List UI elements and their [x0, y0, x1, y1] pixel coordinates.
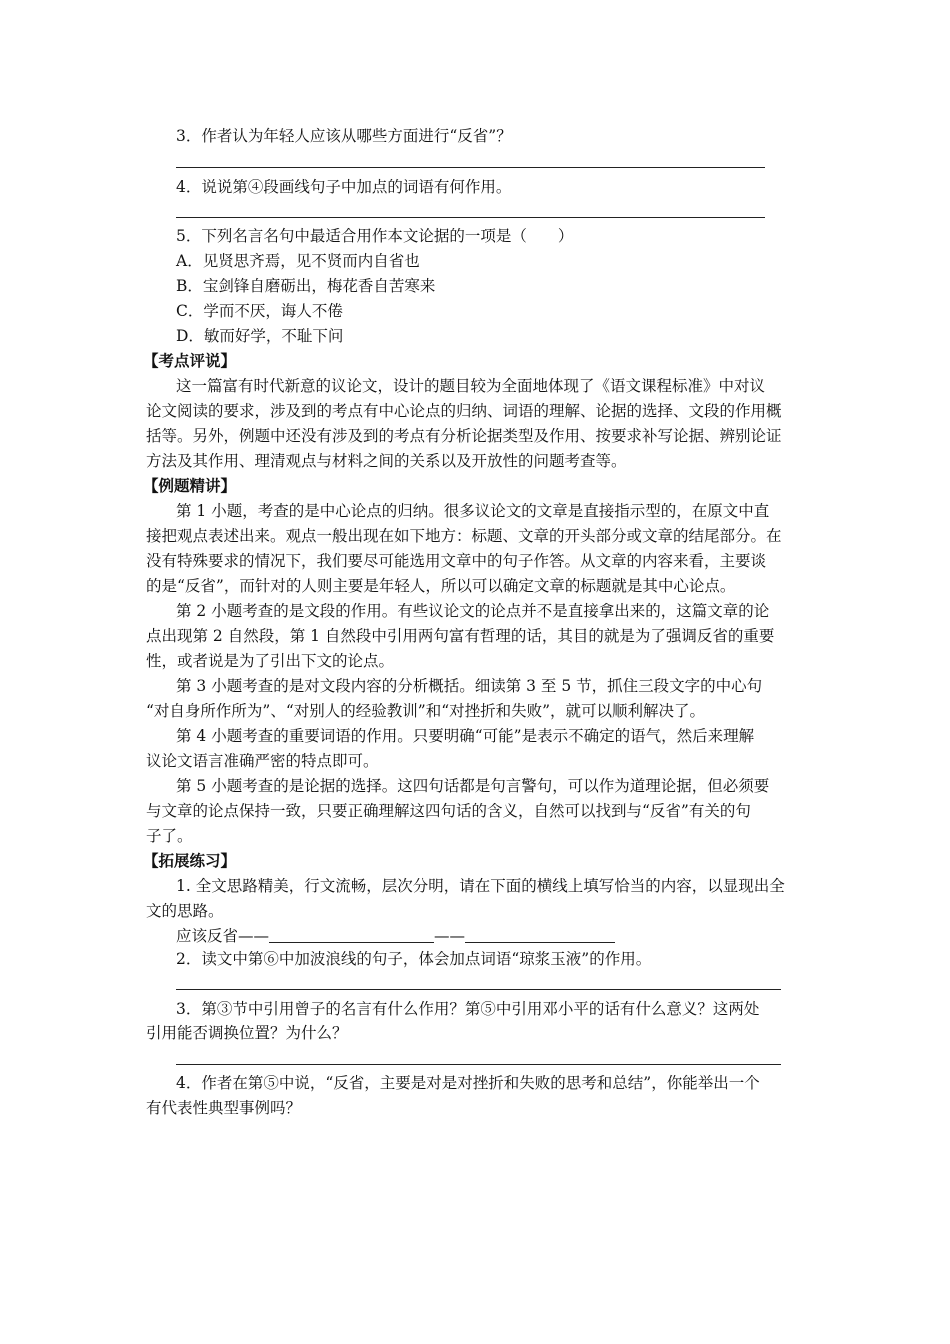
practice-question-2: 2．读文中第⑥中加波浪线的句子，体会加点词语“琼浆玉液”的作用。 [176, 950, 652, 968]
section-heading-liti: 【例题精讲】 [143, 476, 237, 495]
paragraph-line: 接把观点表述出来。观点一般出现在如下地方：标题、文章的开头部分或文章的结尾部分。在 [146, 527, 782, 545]
paragraph-line: 与文章的论点保持一致，只要正确理解这四句话的含义，自然可以找到与“反省”有关的句 [146, 802, 751, 820]
paragraph-line: 没有特殊要求的情况下，我们要尽可能选用文章中的句子作答。从文章的内容来看，主要谈 [146, 552, 767, 570]
option-b: B．宝剑锋自磨砺出，梅花香自苦寒来 [176, 277, 436, 295]
option-c: C．学而不厌，诲人不倦 [176, 302, 343, 320]
paragraph-line: 这一篇富有时代新意的议论文，设计的题目较为全面地体现了《语文课程标准》中对议 [176, 377, 766, 395]
question-5: 5．下列名言名句中最适合用作本文论据的一项是（ ） [176, 227, 574, 245]
paragraph-line: 论文阅读的要求，涉及到的考点有中心论点的归纳、词语的理解、论据的选择、文段的作用概 [146, 402, 782, 420]
paragraph-line: 方法及其作用、理清观点与材料之间的关系以及开放性的问题考查等。 [146, 452, 627, 470]
option-d: D．敏而好学，不耻下问 [176, 327, 344, 345]
paragraph-line: 子了。 [146, 827, 193, 845]
paragraph-line: 性，或者说是为了引出下文的论点。 [146, 652, 395, 670]
question-3: 3．作者认为年轻人应该从哪些方面进行“反省”？ [176, 127, 512, 145]
fill-prefix: 应该反省—— [176, 927, 270, 945]
paragraph-line: 第 1 小题，考查的是中心论点的归纳。很多议论文的文章是直接指示型的，在原文中直 [176, 502, 770, 520]
answer-line[interactable] [176, 989, 781, 990]
paragraph-line: 括等。另外，例题中还没有涉及到的考点有分析论据类型及作用、按要求补写论据、辨别论证 [146, 427, 782, 445]
paragraph-line: 第 5 小题考查的是论据的选择。这四句话都是句言警句，可以作为道理论据，但必须要 [176, 777, 770, 795]
section-heading-kaodian: 【考点评说】 [143, 351, 237, 370]
paragraph-line: 1. 全文思路精美，行文流畅，层次分明，请在下面的横线上填写恰当的内容，以显现出全 [176, 877, 785, 895]
fill-blank-1[interactable] [269, 942, 434, 943]
fill-in-line [176, 924, 836, 948]
practice-question-4: 4．作者在第⑤中说，“反省，主要是对是对挫折和失败的思考和总结”，你能举出一个 [176, 1074, 760, 1092]
paragraph-line: 第 2 小题考查的是文段的作用。有些议论文的论点并不是直接拿出来的，这篇文章的论 [176, 602, 770, 620]
option-a: A．见贤思齐焉，见不贤而内自省也 [176, 252, 420, 270]
paragraph-line: 第 3 小题考查的是对文段内容的分析概括。细读第 3 至 5 节，抓住三段文字的中心句 [176, 677, 763, 695]
answer-line[interactable] [176, 217, 765, 218]
fill-mid: —— [434, 927, 466, 945]
paragraph-line: 第 4 小题考查的重要词语的作用。只要明确“可能”是表示不确定的语气，然后来理解 [176, 727, 755, 745]
paragraph-line: 议论文语言准确严密的特点即可。 [146, 752, 379, 770]
fill-blank-2[interactable] [465, 942, 615, 943]
paragraph-line: 文的思路。 [146, 902, 224, 920]
paragraph-line: “对自身所作所为”、“对别人的经验教训”和“对挫折和失败”，就可以顺利解决了。 [146, 702, 706, 720]
answer-line[interactable] [176, 167, 765, 168]
answer-line[interactable] [176, 1064, 781, 1065]
practice-question-3-cont: 引用能否调换位置？为什么？ [146, 1024, 348, 1042]
section-heading-tuozhan: 【拓展练习】 [143, 851, 237, 870]
paragraph-line: 的是“反省”，而针对的人则主要是年轻人，所以可以确定文章的标题就是其中心论点。 [146, 577, 736, 595]
paragraph-line: 点出现第 2 自然段，第 1 自然段中引用两句富有哲理的话，其目的就是为了强调反省的重要 [146, 627, 775, 645]
practice-question-3: 3．第③节中引用曾子的名言有什么作用？第⑤中引用邓小平的话有什么意义？这两处 [176, 1000, 760, 1018]
question-4: 4．说说第④段画线句子中加点的词语有何作用。 [176, 178, 512, 196]
practice-question-4-cont: 有代表性典型事例吗？ [146, 1099, 302, 1117]
